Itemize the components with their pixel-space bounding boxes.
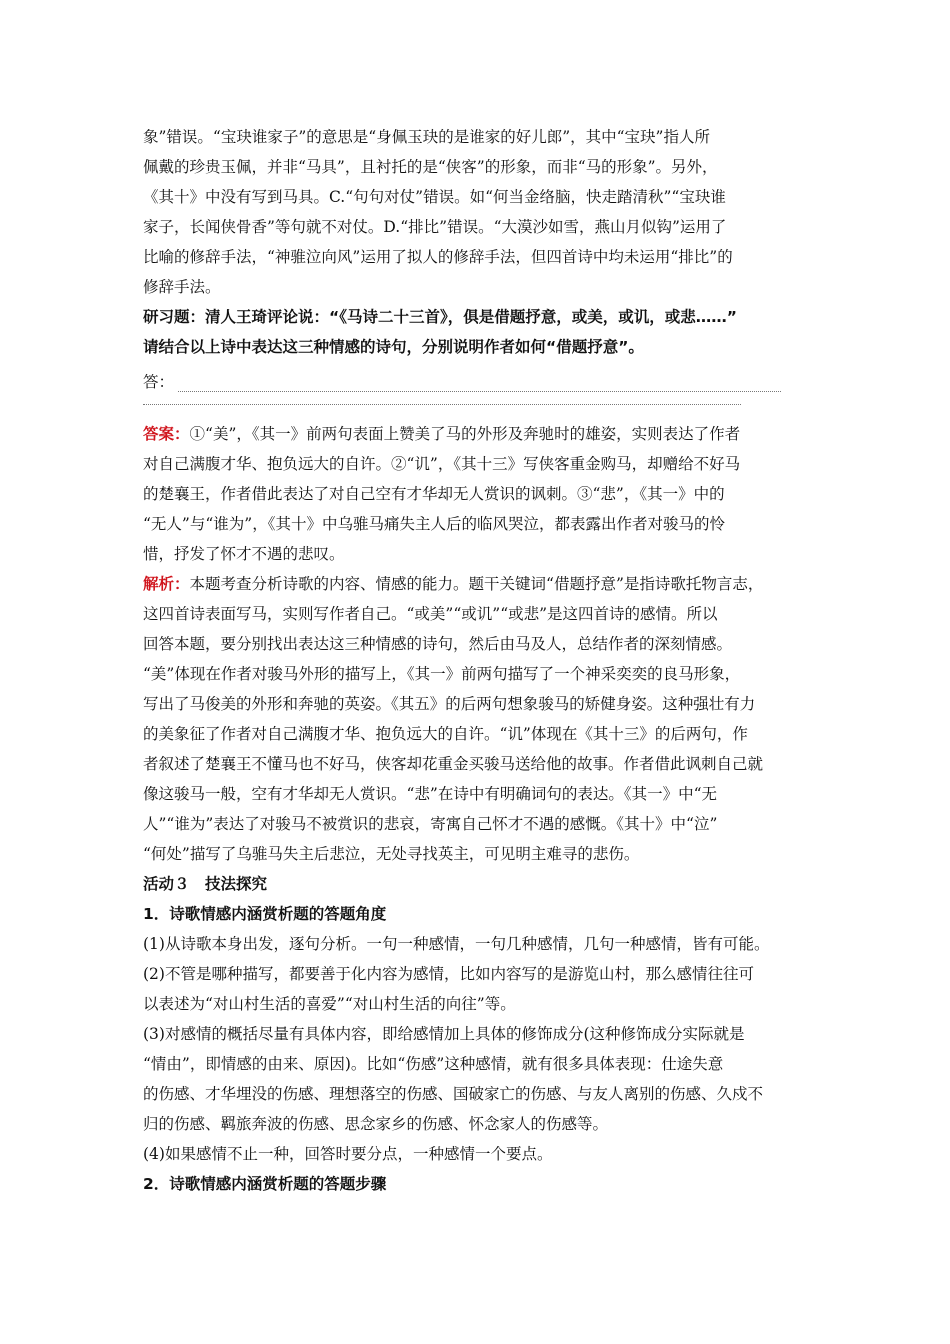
- analysis-line: 人”“谁为”表达了对骏马不被赏识的悲哀，寄寓自己怀才不遇的感慨。《其十》中“泣”: [143, 815, 718, 833]
- text-line: 家子，长闻侠骨香”等句就不对仗。D.“排比”错误。“大漠沙如雪，燕山月似钩”运用了: [143, 218, 727, 236]
- text-line: (2)不管是哪种描写，都要善于化内容为感情，比如内容写的是游览山村，那么感情往往可: [143, 965, 754, 983]
- analysis-line: 这四首诗表面写马，实则写作者自己。“或美”“或讥”“或悲”是这四首诗的感情。所以: [143, 605, 718, 623]
- document-page: [143, 122, 823, 1199]
- analysis-line: “美”体现在作者对骏马外形的描写上，《其一》前两句描写了一个神采奕奕的良马形象，: [143, 665, 741, 683]
- text-line: 《其十》中没有写到马具。C.“句句对仗”错误。如“何当金络脑，快走踏清秋”“宝玦谁: [143, 188, 726, 206]
- text-line: (1)从诗歌本身出发，逐句分析。一句一种感情，一句几种感情，几句一种感情，皆有可能。: [143, 935, 770, 953]
- text-line: (3)对感情的概括尽量有具体内容，即给感情加上具体的修饰成分(这种修饰成分实际就是: [143, 1025, 745, 1043]
- text-line: (4)如果感情不止一种，回答时要分点，一种感情一个要点。: [143, 1145, 553, 1163]
- text-line: 佩戴的珍贵玉佩，并非“马具”，且衬托的是“侠客”的形象，而非“马的形象”。另外，: [143, 158, 718, 176]
- section-heading: 1．诗歌情感内涵赏析题的答题角度: [143, 905, 387, 923]
- intro-paragraph: [143, 122, 823, 302]
- analysis-line: 者叙述了楚襄王不懂马也不好马，侠客却花重金买骏马送给他的故事。作者借此讽刺自己就: [143, 755, 764, 773]
- analysis-line: “何处”描写了乌骓马失主后悲泣，无处寻找英主，可见明主难寻的悲伤。: [143, 845, 640, 863]
- analysis-line: 解析：本题考查分析诗歌的内容、情感的能力。题干关键词“借题抒意”是指诗歌托物言志，: [143, 575, 764, 593]
- analysis-label: 解析：: [143, 575, 190, 593]
- analysis-line: 写出了马俊美的外形和奔驰的英姿。《其五》的后两句想象骏马的矫健身姿。这种强壮有力: [143, 695, 756, 713]
- answer-line: 惜，抒发了怀才不遇的悲叹。: [143, 545, 345, 563]
- answer-prompt: 答：: [143, 373, 175, 391]
- text-line: 以表述为“对山村生活的喜爱”“对山村生活的向往”等。: [143, 995, 516, 1013]
- dotted-line: [143, 392, 741, 405]
- answer-line: 的楚襄王，作者借此表达了对自己空有才华却无人赏识的讽刺。③“悲”，《其一》中的: [143, 485, 725, 503]
- answer-block: [143, 419, 823, 569]
- section-heading: 2．诗歌情感内涵赏析题的答题步骤: [143, 1175, 387, 1193]
- activity-heading: 活动３ 技法探究: [143, 875, 268, 893]
- analysis-line: 像这骏马一般，空有才华却无人赏识。“悲”在诗中有明确词句的表达。《其一》中“无: [143, 785, 718, 803]
- answer-line: “无人”与“谁为”，《其十》中乌骓马痛失主人后的临风哭泣，都表露出作者对骏马的怜: [143, 515, 725, 533]
- text-line: 比喻的修辞手法，“神骓泣向风”运用了拟人的修辞手法，但四首诗中均未运用“排比”的: [143, 248, 733, 266]
- text-line: 修辞手法。: [143, 278, 221, 296]
- analysis-line: 的美象征了作者对自己满腹才华、抱负远大的自许。“讥”体现在《其十三》的后两句，作: [143, 725, 748, 743]
- text-line: 象”错误。“宝玦谁家子”的意思是“身佩玉玦的是谁家的好儿郎”，其中“宝玦”指人所: [143, 128, 710, 146]
- section1-body: [143, 929, 823, 1169]
- text-line: “情由”，即情感的由来、原因)。比如“伤感”这种感情，就有很多具体表现：仕途失意: [143, 1055, 724, 1073]
- answer-label: 答案：: [143, 425, 190, 443]
- question-line: 请结合以上诗中表达这三种情感的诗句，分别说明作者如何“借题抒意”。: [143, 338, 644, 356]
- analysis-block: [143, 569, 823, 869]
- text-line: 的伤感、才华埋没的伤感、理想落空的伤感、国破家亡的伤感、与友人离别的伤感、久戍不: [143, 1085, 764, 1103]
- answer-line: 对自己满腹才华、抱负远大的自许。②“讥”，《其十三》写侠客重金购马，却赠给不好马: [143, 455, 741, 473]
- answer-blank[interactable]: [143, 362, 823, 392]
- answer-line: 答案：①“美”，《其一》前两句表面上赞美了马的外形及奔驰时的雄姿，实则表达了作者: [143, 425, 741, 443]
- dotted-line: [178, 373, 781, 392]
- question-line: 研习题：清人王琦评论说：“《马诗二十三首》，俱是借题抒意，或美，或讥，或悲……”: [143, 308, 737, 326]
- research-question: [143, 302, 823, 362]
- analysis-line: 回答本题，要分别找出表达这三种情感的诗句，然后由马及人，总结作者的深刻情感。: [143, 635, 733, 653]
- text-line: 归的伤感、羁旅奔波的伤感、思念家乡的伤感、怀念家人的伤感等。: [143, 1115, 609, 1133]
